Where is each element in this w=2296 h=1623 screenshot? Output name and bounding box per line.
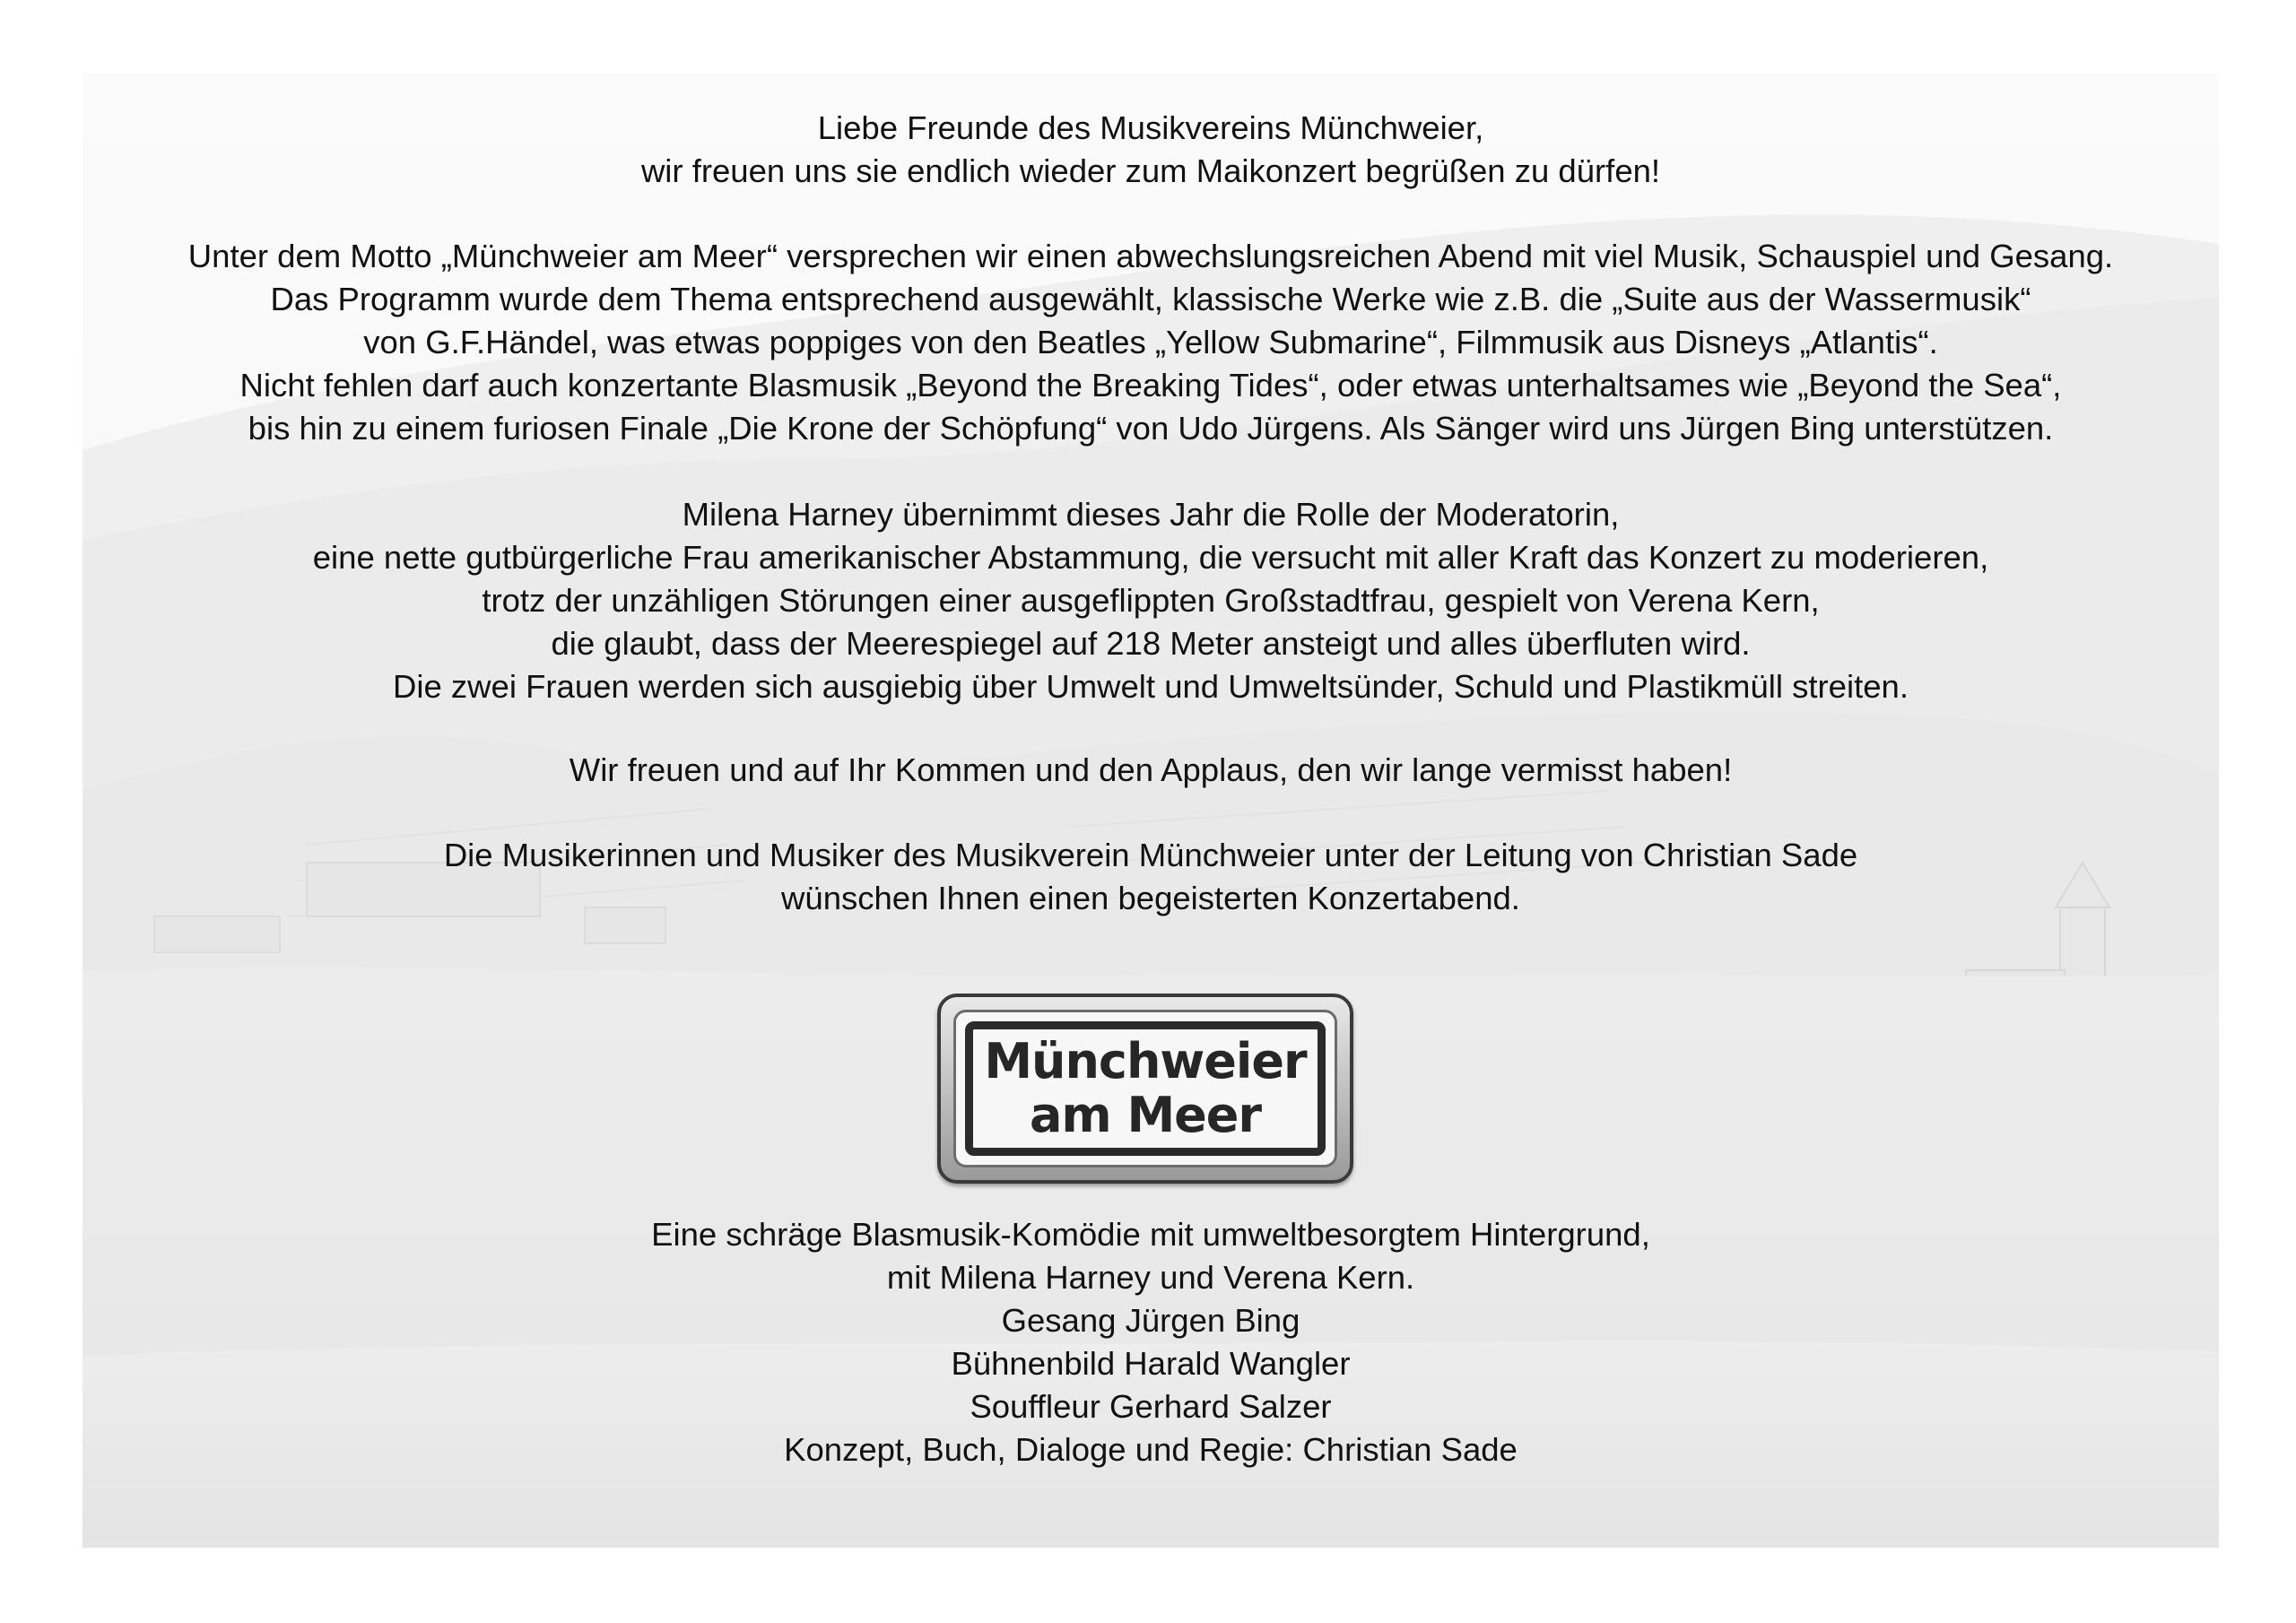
town-sign-frame [965,1021,1326,1156]
thanks-line: Wir freuen und auf Ihr Kommen und den Applaus, den wir lange vermisst haben! [569,751,1733,788]
credits-line: Eine schräge Blasmusik-Komödie mit umweltbesorgtem Hintergrund, [651,1216,1650,1253]
credits-paragraph [83,1213,2219,1471]
thanks-paragraph [83,749,2219,792]
town-sign-plate [953,1010,1337,1167]
town-sign-subtitle: am Meer [1029,1087,1262,1143]
town-sign-title: Münchweier [984,1033,1307,1089]
greeting-paragraph [83,107,2219,193]
program-line: Nicht fehlen darf auch konzertante Blasmusik „Beyond the Breaking Tides“, oder etwas unterhaltsames wie „Beyond the Sea“, [239,367,2062,404]
moderation-line: die glaubt, dass der Meerespiegel auf 218 Meter ansteigt und alles überfluten wird. [551,625,1751,662]
moderation-line: eine nette gutbürgerliche Frau amerikanischer Abstammung, die versucht mit aller Kraft das Konzert zu moderieren, [312,539,1989,576]
signoff-paragraph [83,834,2219,920]
moderation-paragraph [83,493,2219,708]
program-line: Unter dem Motto „Münchweier am Meer“ versprechen wir einen abwechslungsreichen Abend mit viel Musik, Schauspiel und Gesang. [187,238,2114,274]
program-paragraph [83,235,2219,450]
credits-line: Gesang Jürgen Bing [1001,1302,1300,1339]
greeting-line: Liebe Freunde des Musikvereins Münchweier, [817,109,1484,146]
greeting-line: wir freuen uns sie endlich wieder zum Maikonzert begrüßen zu dürfen! [640,152,1661,189]
moderation-line: Milena Harney übernimmt dieses Jahr die Rolle der Moderatorin, [682,496,1620,533]
town-sign-logo [937,994,1353,1184]
signoff-line: Die Musikerinnen und Musiker des Musikverein Münchweier unter der Leitung von Christian Sade [443,837,1858,873]
program-line: bis hin zu einem furiosen Finale „Die Krone der Schöpfung“ von Udo Jürgens. Als Sänger wird uns Jürgen Bing unterstützen. [248,410,2054,447]
program-line: Das Programm wurde dem Thema entsprechend ausgewählt, klassische Werke wie z.B. die „Suite aus der Wassermusik“ [270,281,2031,317]
credits-line: Bühnenbild Harald Wangler [951,1345,1351,1382]
credits-line: Souffleur Gerhard Salzer [970,1388,1332,1425]
signoff-line: wünschen Ihnen einen begeisterten Konzertabend. [781,880,1520,916]
credits-line: Konzept, Buch, Dialoge und Regie: Christian Sade [784,1431,1518,1468]
program-line: von G.F.Händel, was etwas poppiges von den Beatles „Yellow Submarine“, Filmmusik aus Disneys „Atlantis“. [363,324,1938,360]
moderation-line: Die zwei Frauen werden sich ausgiebig über Umwelt und Umweltsünder, Schuld und Plastikmüll streiten. [393,668,1909,705]
credits-line: mit Milena Harney und Verena Kern. [886,1259,1415,1296]
moderation-line: trotz der unzähligen Störungen einer ausgeflippten Großstadtfrau, gespielt von Verena Kern, [482,582,1820,619]
